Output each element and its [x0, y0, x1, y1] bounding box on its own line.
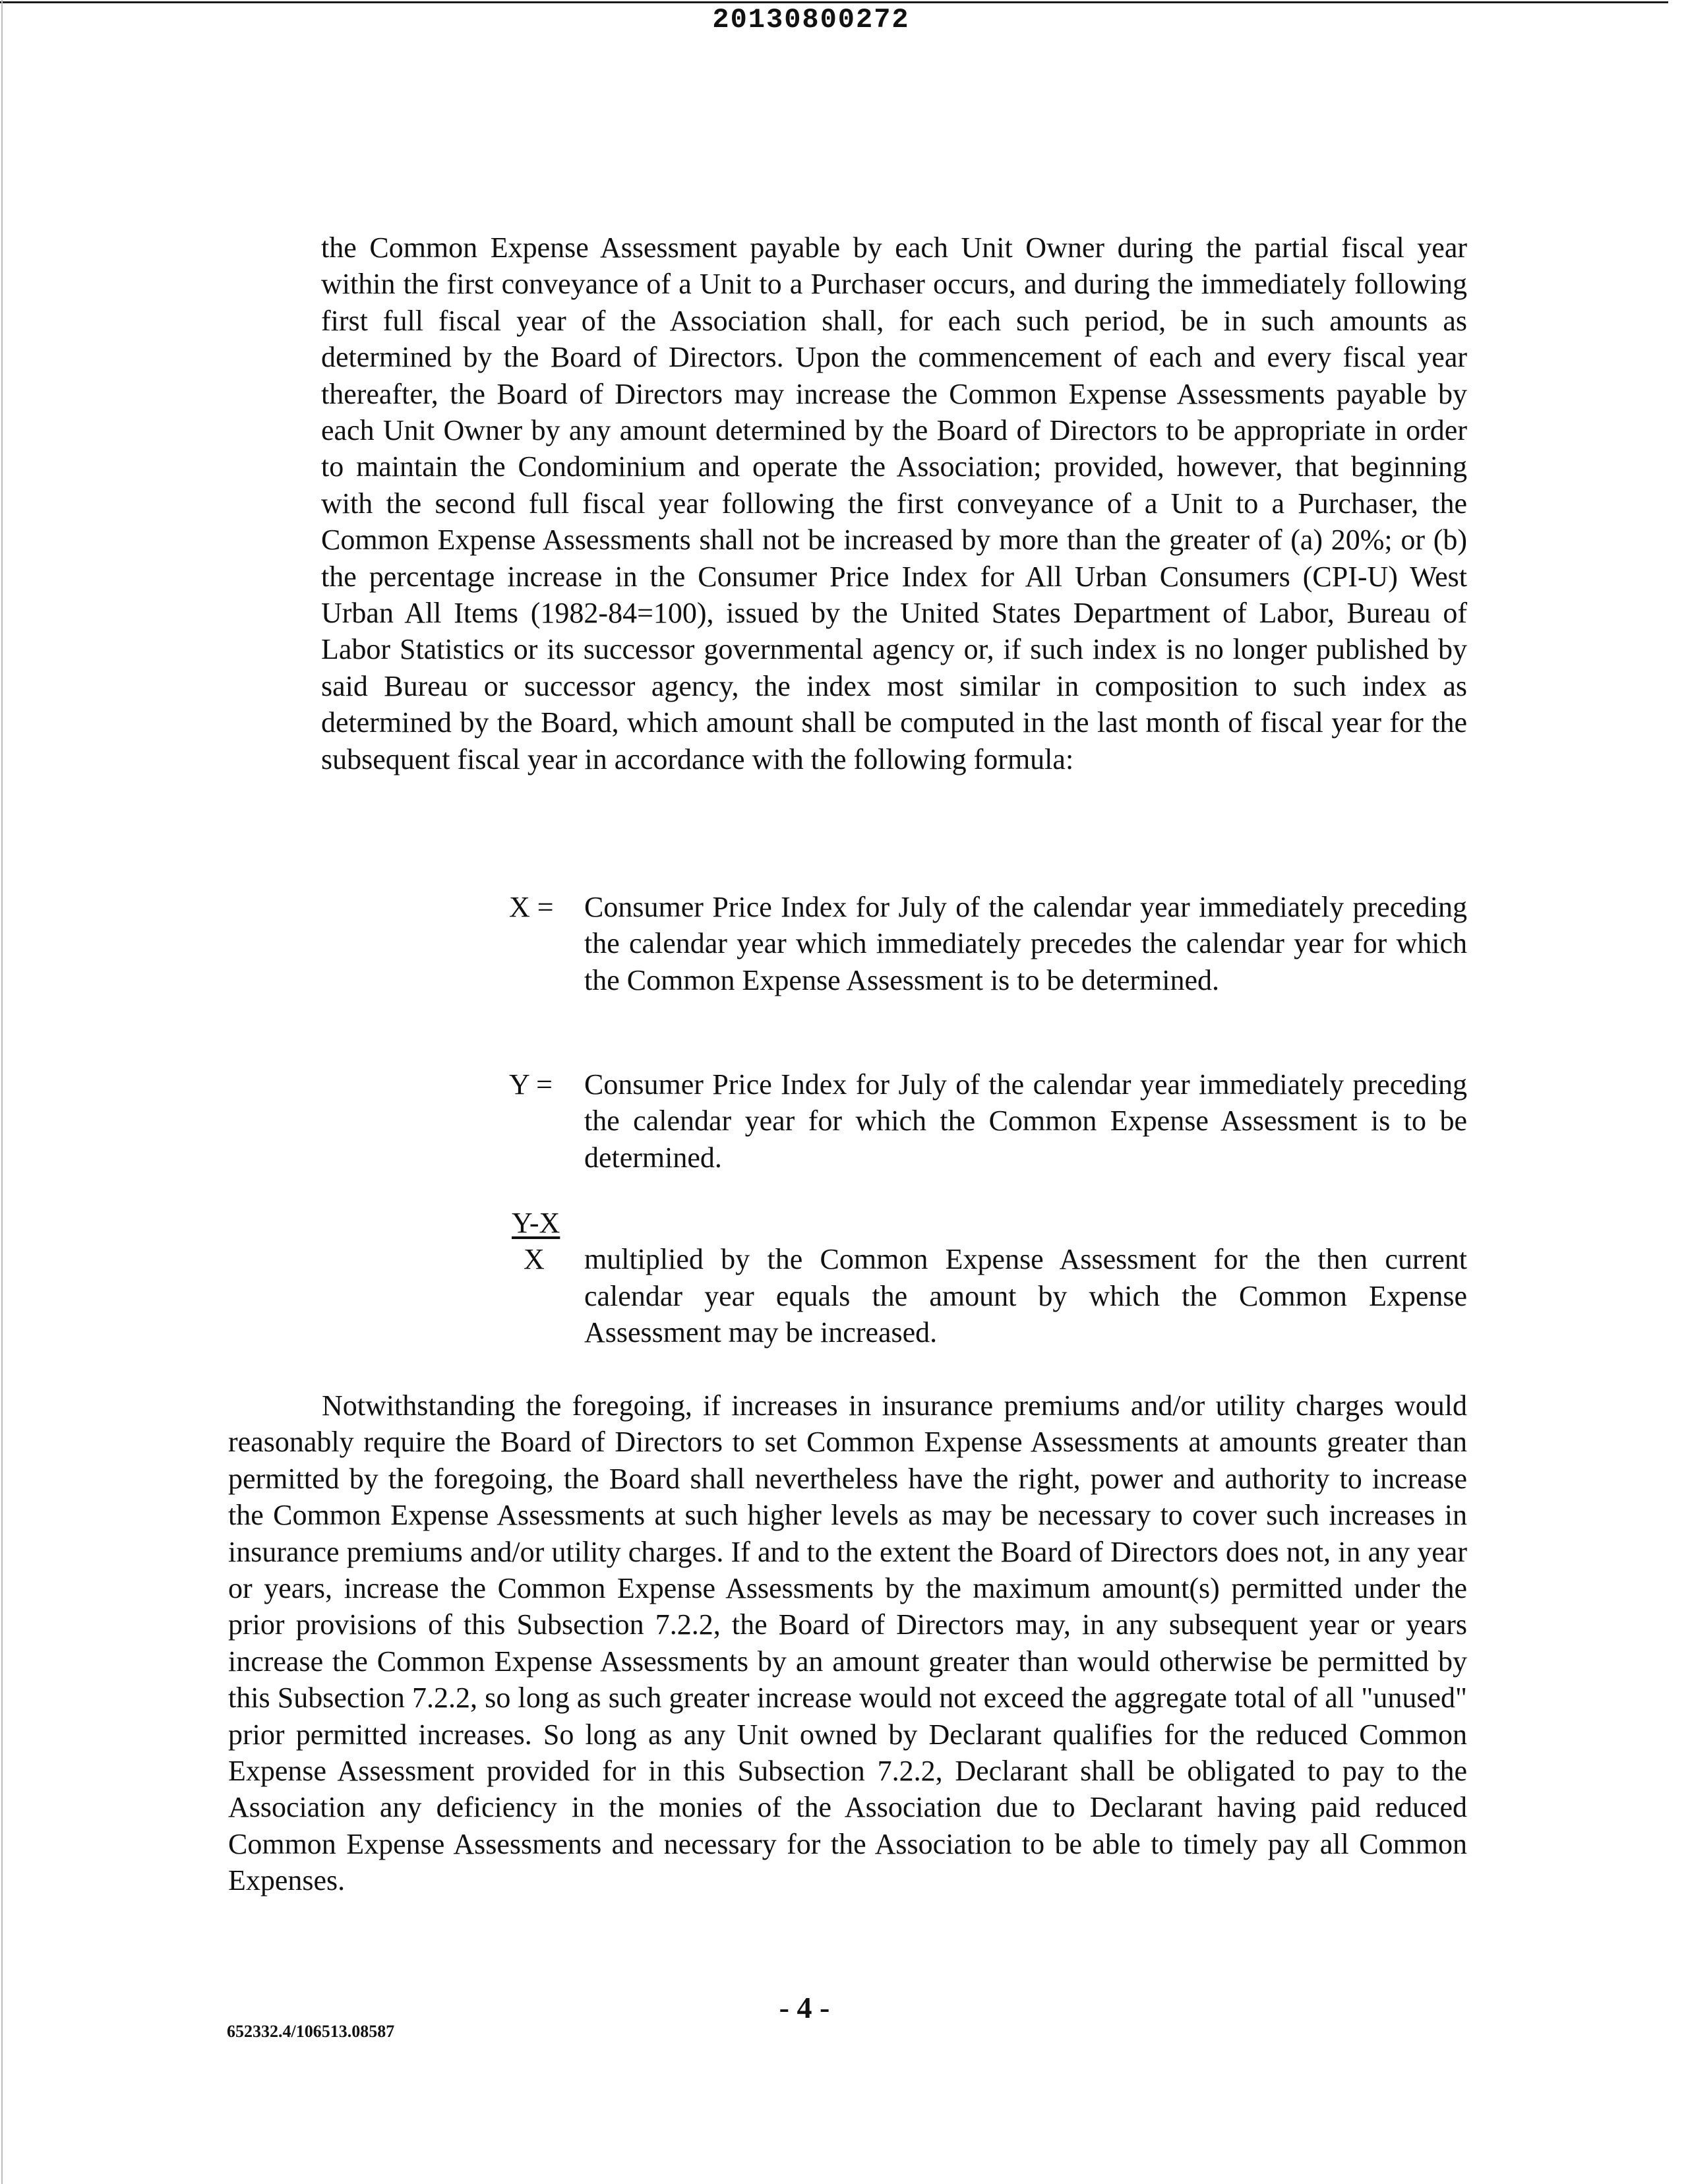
formula-x-text: Consumer Price Index for July of the calendar year immediately preceding the calendar year which immediately precedes the calendar year for which the Common Expense Assessment is to be determined. [584, 891, 1467, 996]
scan-top-rule [0, 1, 1668, 3]
formula-ratio-text: multiplied by the Common Expense Assessment for the then current calendar year equals the amount by which the Common Expense Assessment may be increased. [584, 1243, 1467, 1349]
closing-paragraph: Notwithstanding the foregoing, if increases in insurance premiums and/or utility charges would reasonably require the Board of Directors to set Common Expense Assessments at amounts greater than permitted by the foregoing, the Board shall nevertheless have the right, power and authority to increase the Common Expense Assessments at such higher levels as may be necessary to cover such increases in insurance premiums and/or utility charges. If and to the extent the Board of Directors does not, in any year or years, increase the Common Expense Assessments by the maximum amount(s) permitted under the prior provisions of this Subsection 7.2.2, the Board of Directors may, in any subsequent year or years increase the Common Expense Assessments by an amount greater than would otherwise be permitted by this Subsection 7.2.2, so long as such greater increase would not exceed the aggregate total of all "unused" prior permitted increases. So long as any Unit owned by Declarant qualifies for the reduced Common Expense Assessment provided for in this Subsection 7.2.2, Declarant shall be obligated to pay to the Association any deficiency in the monies of the Association due to Declarant having paid reduced Common Expense Assessments and necessary for the Association to be able to timely pay all Common Expenses. [228, 1389, 1467, 1897]
fraction-numerator: Y-X [512, 1207, 560, 1239]
document-reference: 652332.4/106513.08587 [227, 2022, 395, 2041]
formula-ratio [501, 1205, 1467, 1356]
fraction-denominator: X [524, 1243, 545, 1276]
formula-y-definition [501, 1066, 1467, 1178]
formula-x-definition [501, 889, 1467, 1041]
opening-paragraph: the Common Expense Assessment payable by each Unit Owner during the partial fiscal year within the first conveyance of a Unit to a Purchaser occurs, and during the immediately following first full fiscal year of the Association shall, for each such period, be in such amounts as determined by the Board of Directors. Upon the commencement of each and every fiscal year thereafter, the Board of Directors may increase the Common Expense Assessments payable by each Unit Owner by any amount determined by the Board of Directors to be appropriate in order to maintain the Condominium and operate the Association; provided, however, that beginning with the second full fiscal year following the first conveyance of a Unit to a Purchaser, the Common Expense Assessments shall not be increased by more than the greater of (a) 20%; or (b) the percentage increase in the Consumer Price Index for All Urban Consumers (CPI-U) West Urban All Items (1982-84=100), issued by the United States Department of Labor, Bureau of Labor Statistics or its successor governmental agency or, if such index is no longer published by said Bureau or successor agency, the index most similar in composition to such index as determined by the Board, which amount shall be computed in the last month of fiscal year for the subsequent fiscal year in accordance with the following formula: [321, 231, 1467, 775]
document-number: 20130800272 [712, 4, 910, 36]
scan-left-edge [1, 0, 3, 2184]
formula-y-label: Y = [509, 1068, 553, 1101]
formula-fraction [512, 1205, 578, 1278]
formula-y-text: Consumer Price Index for July of the calendar year immediately preceding the calendar year for which the Common Expense Assessment is to be determined. [584, 1068, 1467, 1174]
page-number: - 4 - [779, 1991, 830, 2024]
formula-x-label: X = [509, 891, 554, 923]
